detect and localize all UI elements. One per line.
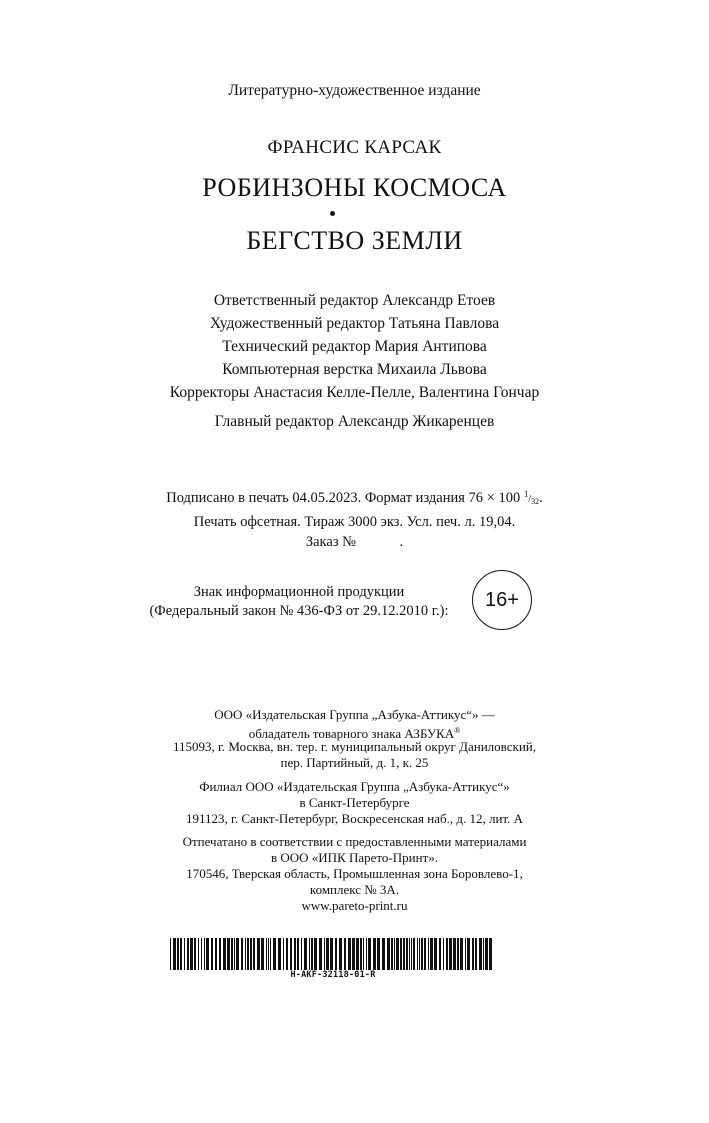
barcode-bar	[489, 938, 492, 970]
barcode-bar	[297, 938, 299, 970]
barcode	[170, 938, 496, 970]
printer-address: 170546, Тверская область, Промышленная зона Боровлево-1,	[186, 866, 523, 881]
barcode-bar	[348, 938, 351, 970]
barcode-bar	[211, 938, 213, 970]
barcode-bar	[273, 938, 276, 970]
barcode-bar	[377, 938, 380, 970]
barcode-bar	[261, 938, 264, 970]
barcode-bar	[465, 938, 466, 970]
barcode-bar	[485, 938, 488, 970]
barcode-bar	[278, 938, 281, 970]
barcode-bar	[352, 938, 355, 970]
barcode-bar	[234, 938, 235, 970]
credit-line: Корректоры Анастасия Келле-Пелле, Валентина Гончар	[169, 384, 540, 401]
format-fraction: $^1/_{32}$	[523, 489, 540, 506]
print-info	[0, 484, 709, 552]
barcode-bar	[173, 938, 176, 970]
barcode-bar	[430, 938, 433, 970]
barcode-bar	[400, 938, 402, 970]
barcode-bar	[446, 938, 448, 970]
barcode-bar	[439, 938, 441, 970]
barcode-bar	[314, 938, 317, 970]
publisher-block	[0, 707, 709, 771]
barcode-bar	[311, 938, 313, 970]
print-line-2: Печать офсетная. Тираж 3000 экз. Усл. печ. л. 19,04.	[193, 514, 516, 530]
barcode-bar	[170, 938, 171, 970]
barcode-bar	[190, 938, 193, 970]
branch-block	[0, 779, 709, 827]
barcode-bar	[180, 938, 182, 970]
age-rating-line-2: (Федеральный закон № 436-ФЗ от 29.12.2010 г.):	[149, 603, 449, 619]
barcode-bar	[382, 938, 385, 970]
barcode-bar	[396, 938, 399, 970]
publisher-address: пер. Партийный, д. 1, к. 25	[280, 755, 429, 770]
age-rating-line-1: Знак информационной продукции	[193, 584, 405, 600]
barcode-bar	[247, 938, 249, 970]
order-number-line: Заказ № .	[305, 534, 404, 550]
registered-mark: ®	[454, 726, 461, 735]
credits-list	[0, 289, 709, 404]
barcode-bar	[219, 938, 221, 970]
chief-editor: Главный редактор Александр Жикаренцев	[214, 413, 495, 430]
barcode-bar	[283, 938, 284, 970]
barcode-bar	[206, 938, 209, 970]
barcode-bar	[326, 938, 329, 970]
barcode-bar	[215, 938, 217, 970]
publisher-address: 115093, г. Москва, вн. тер. г. муниципальный округ Даниловский,	[173, 739, 536, 754]
barcode-bar	[413, 938, 415, 970]
barcode-bar	[368, 938, 371, 970]
barcode-bar	[453, 938, 456, 970]
credit-line: Технический редактор Мария Антипова	[222, 338, 487, 355]
barcode-bar	[319, 938, 322, 970]
barcode-bar	[356, 938, 359, 970]
barcode-bar	[475, 938, 477, 970]
barcode-bar	[250, 938, 252, 970]
barcode-bar	[268, 938, 269, 970]
barcode-bar	[373, 938, 376, 970]
barcode-bar	[290, 938, 292, 970]
title-separator-dot	[330, 211, 335, 216]
barcode-bar	[223, 938, 226, 970]
barcode-bar	[363, 938, 364, 970]
barcode-bar	[387, 938, 390, 970]
barcode-bar	[467, 938, 470, 970]
barcode-bar	[270, 938, 271, 970]
book-title-2: БЕГСТВО ЗЕМЛИ	[246, 226, 463, 255]
age-rating-text	[140, 583, 458, 621]
barcode-bar	[403, 938, 405, 970]
barcode-bar	[201, 938, 202, 970]
edition-type: Литературно-художественное издание	[228, 82, 481, 99]
publisher-line: ООО «Издательская Группа „Азбука-Аттикус“» —	[214, 707, 495, 722]
credit-line: Ответственный редактор Александр Етоев	[213, 292, 496, 309]
book-title-1: РОБИНЗОНЫ КОСМОСА	[202, 173, 507, 202]
barcode-bar	[177, 938, 179, 970]
barcode-bar	[449, 938, 452, 970]
branch-line: Филиал ООО «Издательская Группа „Азбука-Аттикус“»	[199, 779, 510, 794]
barcode-bar	[198, 938, 199, 970]
barcode-bar	[391, 938, 393, 970]
barcode-caption: H-AKF-32118-01-R	[290, 970, 376, 980]
barcode-bar	[428, 938, 429, 970]
barcode-bar	[301, 938, 302, 970]
credit-line: Художественный редактор Татьяна Павлова	[209, 315, 500, 332]
barcode-bar	[330, 938, 333, 970]
barcode-bar	[409, 938, 410, 970]
printer-address: комплекс № 3А.	[309, 882, 400, 897]
barcode-bar	[231, 938, 233, 970]
barcode-bar	[304, 938, 307, 970]
barcode-bar	[324, 938, 325, 970]
author-name: ФРАНСИС КАРСАК	[267, 137, 442, 158]
barcode-bar	[421, 938, 423, 970]
barcode-bar	[406, 938, 408, 970]
barcode-bar	[241, 938, 243, 970]
printer-website: www.pareto-print.ru	[301, 898, 408, 913]
printer-line: Отпечатано в соответствии с предоставленными материалами	[182, 834, 527, 849]
barcode-bar	[227, 938, 230, 970]
barcode-bar	[286, 938, 288, 970]
barcode-bar	[344, 938, 346, 970]
barcode-bar	[417, 938, 418, 970]
barcode-bar	[366, 938, 367, 970]
barcode-bar	[253, 938, 255, 970]
barcode-bar	[309, 938, 310, 970]
barcode-bar	[419, 938, 420, 970]
branch-line: в Санкт-Петербурге	[299, 795, 410, 810]
print-line-1: Подписано в печать 04.05.2023. Формат издания 76 × 100 $^1/_{32}$.	[166, 489, 543, 506]
barcode-bar	[339, 938, 342, 970]
barcode-bar	[294, 938, 296, 970]
branch-address: 191123, г. Санкт-Петербург, Воскресенская наб., д. 12, лит. А	[186, 811, 523, 826]
credit-line: Компьютерная верстка Михаила Львова	[222, 361, 487, 378]
publisher-line: обладатель товарного знака АЗБУКА®	[248, 726, 461, 741]
barcode-bar	[479, 938, 482, 970]
barcode-bar	[245, 938, 246, 970]
barcode-bar	[194, 938, 196, 970]
printer-line: в ООО «ИПК Парето-Принт».	[270, 850, 438, 865]
barcode-bar	[394, 938, 395, 970]
barcode-bar	[424, 938, 426, 970]
barcode-bar	[460, 938, 463, 970]
barcode-bar	[257, 938, 260, 970]
barcode-bar	[360, 938, 362, 970]
barcode-bar	[266, 938, 267, 970]
barcode-bar	[472, 938, 474, 970]
barcode-bar	[236, 938, 239, 970]
barcode-bar	[335, 938, 337, 970]
barcode-bar	[187, 938, 189, 970]
barcode-bar	[483, 938, 484, 970]
barcode-bar	[411, 938, 412, 970]
barcode-bar	[184, 938, 185, 970]
barcode-bar	[204, 938, 205, 970]
barcode-bar	[434, 938, 437, 970]
printer-block	[0, 834, 709, 914]
barcode-bar	[443, 938, 444, 970]
barcode-bar	[457, 938, 459, 970]
age-rating-badge: 16+	[472, 570, 532, 630]
